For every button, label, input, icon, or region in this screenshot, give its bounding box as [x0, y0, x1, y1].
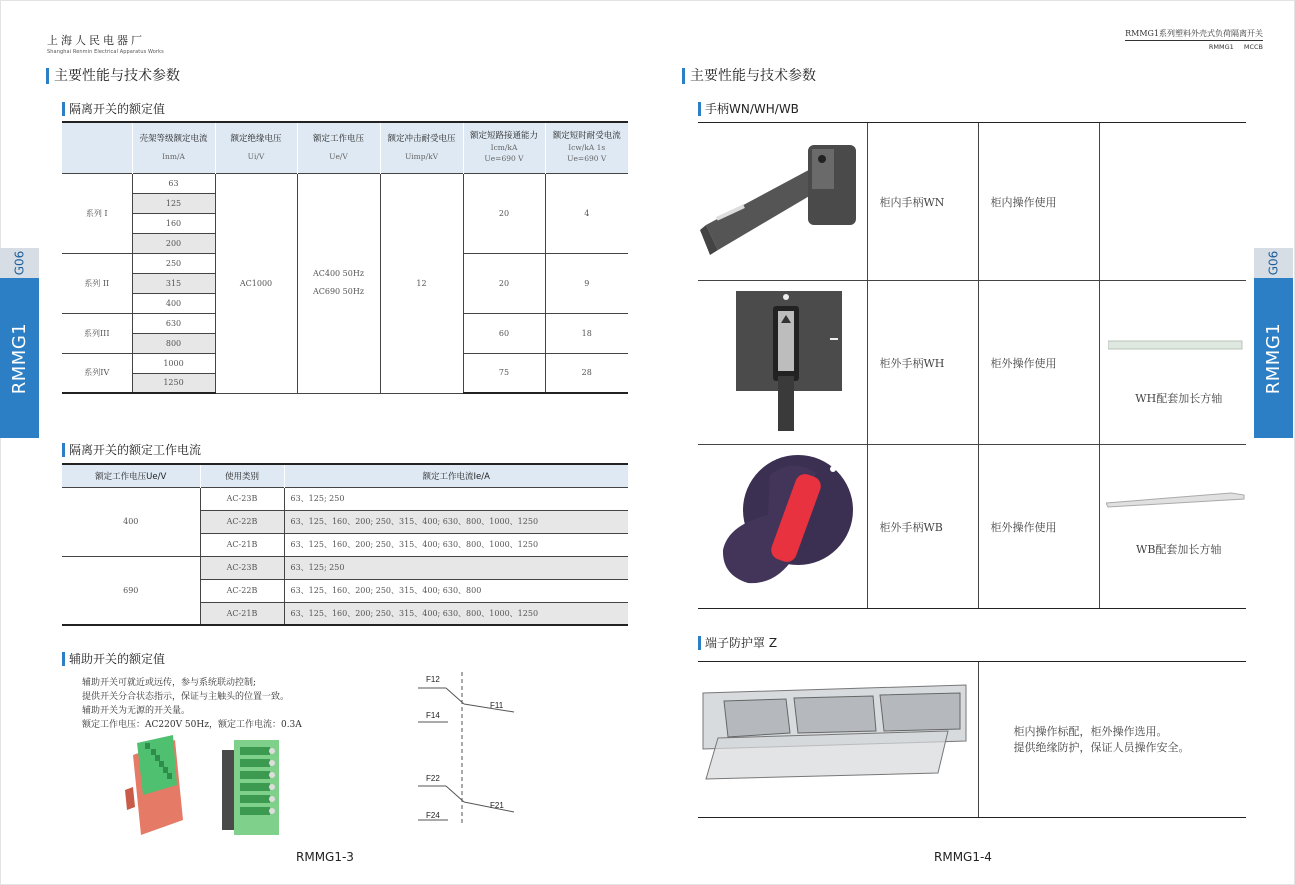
table-row — [62, 173, 628, 193]
aux-title: 辅助开关的额定值 — [62, 652, 165, 666]
contact-label: F22 — [426, 774, 440, 783]
icw-cell: 18 — [545, 313, 628, 353]
aux-description — [82, 676, 302, 732]
series-cell: 系列IV — [62, 353, 132, 393]
handle-extra-cell — [1099, 445, 1246, 609]
impulse-cell: 12 — [380, 173, 463, 393]
table-row — [698, 445, 1246, 609]
table-row — [698, 662, 1246, 818]
table-header-cell: 壳架等级额定电流 Inm/A — [132, 122, 215, 173]
working-current-table — [62, 463, 628, 626]
company-name-cn: 上海人民电器厂 — [47, 34, 145, 47]
section-title: 主要性能与技术参数 — [46, 68, 180, 84]
cover-image-cell — [698, 662, 978, 818]
aux-line: 提供开关分合状态指示，保证与主触头的位置一致。 — [82, 692, 290, 702]
handle-wn-image — [698, 125, 863, 275]
page-number: RMMG1-4 — [934, 850, 992, 864]
cover-line: 提供绝缘防护，保证人员操作安全。 — [1013, 740, 1190, 754]
current-cell: 630 — [132, 313, 215, 333]
category-cell: AC-23B — [200, 556, 284, 579]
table-row — [698, 123, 1246, 281]
category-cell: AC-22B — [200, 579, 284, 602]
handle-name-cell: 柜外手柄WB — [867, 445, 978, 609]
icm-cell: 20 — [463, 253, 545, 313]
cover-table — [698, 661, 1246, 818]
icw-cell: 4 — [545, 173, 628, 253]
table-header-cell: 额定短路接通能力 Icm/kA Ue=690 V — [463, 122, 545, 173]
side-tab — [1254, 248, 1293, 438]
table-header-cell: 额定短时耐受电流 Icw/kA 1s Ue=690 V — [545, 122, 628, 173]
side-tab — [0, 248, 39, 438]
handle-use-cell: 柜外操作使用 — [978, 281, 1099, 445]
aux-line: 额定工作电压：AC220V 50Hz，额定工作电流：0.3A — [82, 720, 302, 730]
handle-wh-image — [698, 281, 863, 441]
current-cell: 200 — [132, 233, 215, 253]
current-cell: 800 — [132, 333, 215, 353]
side-tab-series: RMMG1 — [0, 278, 39, 438]
icm-cell: 20 — [463, 173, 545, 253]
series-cell: 系列III — [62, 313, 132, 353]
table-header-cell: 额定工作电流Ie/A — [284, 464, 628, 487]
current-cell: 250 — [132, 253, 215, 273]
header-model: RMMG1 MCCB — [1208, 43, 1263, 51]
aux-line: 辅助开关为无源的开关量。 — [82, 706, 191, 716]
aux-switch-red-image — [115, 735, 195, 840]
handle-use-cell: 柜内操作使用 — [978, 123, 1099, 281]
contact-label: F24 — [426, 811, 440, 820]
category-cell: AC-21B — [200, 533, 284, 556]
category-cell: AC-21B — [200, 602, 284, 625]
table-header-cell: 额定绝缘电压 Ui/V — [215, 122, 297, 173]
icw-cell: 9 — [545, 253, 628, 313]
wh-shaft-image — [1108, 339, 1243, 353]
icm-cell: 60 — [463, 313, 545, 353]
current-list-cell: 63、125、160、200; 250、315、400; 630、800、1000、1250 — [284, 533, 628, 556]
table-header-row — [62, 122, 628, 173]
wb-shaft-image — [1106, 489, 1246, 509]
rated-values-table — [62, 121, 628, 394]
current-list-cell: 63、125; 250 — [284, 556, 628, 579]
table-header-cell: 额定工作电压Ue/V — [62, 464, 200, 487]
current-cell: 125 — [132, 193, 215, 213]
contact-label: F11 — [490, 701, 504, 710]
insulation-cell: AC1000 — [215, 173, 297, 393]
current-cell: 1250 — [132, 373, 215, 393]
handle-extra-label: WH配套加长方轴 — [1135, 391, 1223, 405]
handle-name-cell: 柜内手柄WN — [867, 123, 978, 281]
category-cell: AC-23B — [200, 487, 284, 510]
handle-name-cell: 柜外手柄WH — [867, 281, 978, 445]
current-list-cell: 63、125; 250 — [284, 487, 628, 510]
left-page — [0, 0, 647, 885]
rated-values-title: 隔离开关的额定值 — [62, 102, 165, 116]
running-header — [1125, 28, 1263, 51]
aux-line: 辅助开关可就近或远传，参与系统联动控制; — [82, 678, 257, 688]
handle-extra-cell — [1099, 123, 1246, 281]
current-cell: 400 — [132, 293, 215, 313]
side-tab-code: G06 — [0, 248, 39, 278]
table-row — [62, 556, 628, 579]
current-list-cell: 63、125、160、200; 250、315、400; 630、800、1000、1250 — [284, 602, 628, 625]
cover-image — [698, 663, 976, 813]
header-series-title: RMMG1系列塑料外壳式负荷隔离开关 — [1125, 28, 1263, 41]
category-cell: AC-22B — [200, 510, 284, 533]
voltage-cell: 690 — [62, 556, 200, 625]
page-number: RMMG1-3 — [296, 850, 354, 864]
handle-extra-label: WB配套加长方轴 — [1136, 542, 1222, 556]
table-row — [698, 281, 1246, 445]
side-tab-series: RMMG1 — [1254, 278, 1293, 438]
working-current-title: 隔离开关的额定工作电流 — [62, 443, 201, 457]
handle-wh-image-cell — [698, 281, 867, 445]
current-list-cell: 63、125、160、200; 250、315、400; 630、800 — [284, 579, 628, 602]
current-cell: 1000 — [132, 353, 215, 373]
company-name-en: Shanghai Renmin Electrical Apparatus Works — [47, 49, 164, 55]
current-cell: 160 — [132, 213, 215, 233]
table-header-cell: 使用类别 — [200, 464, 284, 487]
table-header-cell: 额定冲击耐受电压 Uimp/kV — [380, 122, 463, 173]
table-header-cell: 额定工作电压 Ue/V — [297, 122, 380, 173]
icw-cell: 28 — [545, 353, 628, 393]
current-cell: 315 — [132, 273, 215, 293]
current-cell: 63 — [132, 173, 215, 193]
table-row — [62, 487, 628, 510]
handle-wb-image-cell — [698, 445, 867, 609]
cover-title: 端子防护罩 Z — [698, 636, 777, 650]
table-header-cell — [62, 122, 132, 173]
aux-switch-green-image — [212, 735, 287, 840]
current-list-cell: 63、125、160、200; 250、315、400; 630、800、1000、1250 — [284, 510, 628, 533]
company-logo — [47, 32, 164, 55]
contact-label: F14 — [426, 711, 440, 720]
contact-label: F12 — [426, 675, 440, 684]
table-header-row — [62, 464, 628, 487]
working-voltage-cell: AC400 50Hz AC690 50Hz — [297, 173, 380, 393]
handle-use-cell: 柜外操作使用 — [978, 445, 1099, 609]
cover-description-cell — [978, 662, 1246, 818]
icm-cell: 75 — [463, 353, 545, 393]
handle-table — [698, 122, 1246, 609]
section-title: 主要性能与技术参数 — [682, 68, 816, 84]
side-tab-code: G06 — [1254, 248, 1293, 278]
contact-diagram — [414, 668, 524, 828]
series-cell: 系列 I — [62, 173, 132, 253]
voltage-cell: 400 — [62, 487, 200, 556]
handle-wb-image — [698, 445, 863, 605]
handle-title: 手柄WN/WH/WB — [698, 102, 799, 116]
series-cell: 系列 II — [62, 253, 132, 313]
handle-wn-image-cell — [698, 123, 867, 281]
cover-line: 柜内操作标配，柜外操作选用。 — [1013, 724, 1168, 738]
contact-label: F21 — [490, 801, 504, 810]
handle-extra-cell — [1099, 281, 1246, 445]
